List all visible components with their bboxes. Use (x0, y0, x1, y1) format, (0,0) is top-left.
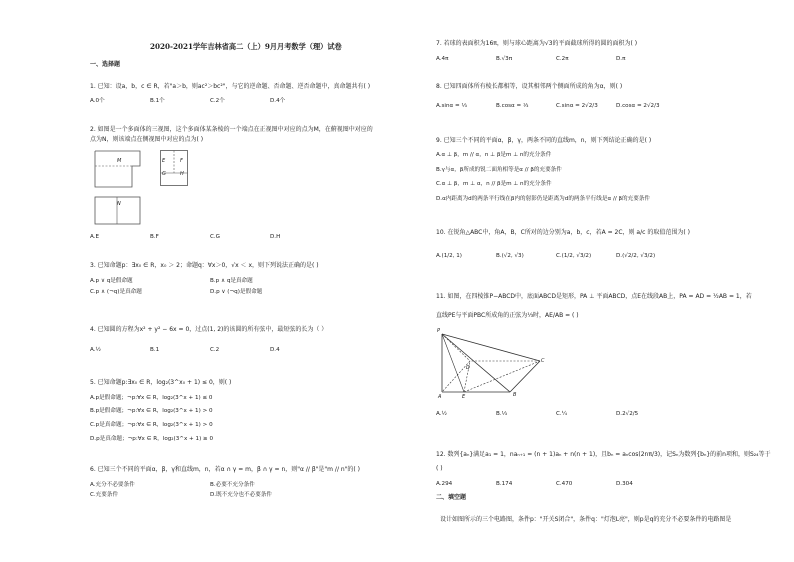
q2-stem-line2: 点为N，则该端点在侧视图中对应的点为( ) (90, 136, 204, 143)
q7-option-c[interactable]: C.2π (556, 56, 569, 62)
q11-option-c[interactable]: C.¼ (556, 411, 568, 417)
q1-option-a[interactable]: A.0个 (90, 98, 105, 104)
section-fill-in: 二、填空题 (436, 494, 467, 501)
q10-option-d[interactable]: D.(√2/2, √3/2) (616, 253, 656, 259)
q12-option-a[interactable]: A.294 (436, 481, 453, 487)
q6-option-c[interactable]: C.充要条件 (90, 492, 119, 498)
q9-option-c[interactable]: C.α ⊥ β，m ⊥ α，n // β是m ⊥ n的充分条件 (436, 181, 552, 187)
q11-pyramid-figure (440, 330, 550, 398)
q12-option-b[interactable]: B.174 (496, 481, 513, 487)
q2-option-a[interactable]: A.E (90, 234, 100, 240)
q6-option-d[interactable]: D.既不充分也不必要条件 (210, 492, 273, 498)
q11-stem-line2: 直线PE与平面PBC所成角的正弦为⅓时，AE/AB = ( ) (436, 312, 579, 319)
q11-option-d[interactable]: D.2√2/5 (616, 411, 639, 417)
q9-option-b[interactable]: B.γ与α，β所成的锐二面角相等是α // β的充要条件 (436, 167, 562, 173)
q1-option-d[interactable]: D.4个 (270, 98, 286, 104)
q11-pyramid-svg (440, 330, 550, 398)
q11-label-d: D (466, 365, 470, 371)
q10-option-c[interactable]: C.(1/2, √3/2) (556, 253, 592, 259)
q6-stem: 6. 已知三个不同的平面α，β，γ和直线m，n，若α ∩ γ = m，β ∩ γ = n，则"α // β"是"m // n"的( ) (90, 466, 361, 473)
q10-stem: 10. 在锐角△ABC中，角A，B，C所对的边分别为a，b，c，若A = 2C，则 a/c 的取值范围为( ) (436, 229, 690, 236)
q9-option-a[interactable]: A.α ⊥ β，m // α，n ⊥ β是m ⊥ n的充分条件 (436, 152, 552, 158)
q5-stem: 5. 已知命题p:∃x₀ ∈ R，log₂(3^x₀ + 1) ≤ 0，则( ) (90, 379, 232, 386)
q8-option-a[interactable]: A.sinα = ⅓ (436, 103, 467, 109)
q12-paren: ( ) (436, 465, 443, 472)
edge-pe (442, 334, 464, 392)
q3-option-a[interactable]: A.p ∨ q是假命题 (90, 278, 133, 284)
q8-option-c[interactable]: C.sinα = 2√2/3 (556, 103, 598, 109)
q11-stem-line1: 11. 如图，在四棱锥P−ABCD中，底面ABCD是矩形，PA ⊥ 平面ABCD，点E在线段AB上，PA = AD = ½AB = 1，若 (436, 293, 752, 300)
q4-option-b[interactable]: B.1 (150, 347, 160, 353)
q5-option-d[interactable]: D.p是真命题；¬p:∀x ∈ R，log₂(3^x + 1) ≥ 0 (90, 436, 214, 442)
edge-pc (442, 334, 540, 361)
q12-option-d[interactable]: D.304 (616, 481, 633, 487)
q3-stem: 3. 已知命题p：∃x₀ ∈ R，x₀ ＞ 2；命题q：∀x＞0，√x ＜ x，则下列说法正确的是( ) (90, 262, 319, 269)
q8-stem: 8. 已知四面体所有棱长都相等，设其相邻两个侧面所成的角为α，则( ) (436, 83, 623, 90)
q11-label-p: P (437, 328, 441, 334)
q2-option-c[interactable]: C.G (210, 234, 221, 240)
q6-option-a[interactable]: A.充分不必要条件 (90, 482, 135, 488)
q7-stem: 7. 若球的表面积为16π，则与球心距离为√3的平面截球所得的圆的面积为( ) (436, 40, 638, 47)
q11-label-a: A (438, 394, 442, 400)
q11-label-e: E (462, 394, 466, 400)
q9-option-d[interactable]: D.α内距离为d的两条平行线在β内的射影仍是距离为d的两条平行线是α // β的充要条件 (436, 196, 651, 202)
q8-option-d[interactable]: D.cosα = 2√2/3 (616, 103, 660, 109)
q2-label-e: E (162, 158, 166, 164)
q3-option-b[interactable]: B.p ∧ q是真命题 (210, 278, 253, 284)
q2-label-m: M (117, 158, 122, 164)
q10-option-b[interactable]: B.(√2, √3) (496, 253, 524, 259)
q10-option-a[interactable]: A.(1/2, 1) (436, 253, 462, 259)
fill1-stem: 设计如图所示的三个电路图，条件p："开关S闭合"，条件q："灯泡L亮"，则p是q的充分不必要条件的电路图是 (440, 516, 732, 523)
q11-option-b[interactable]: B.⅓ (496, 411, 508, 417)
q7-option-a[interactable]: A.4π (436, 56, 449, 62)
q11-label-b: B (513, 392, 517, 398)
q3-option-d[interactable]: D.p ∨ (¬q)是假命题 (210, 289, 263, 295)
q3-option-c[interactable]: C.p ∧ (¬q)是真命题 (90, 289, 142, 295)
section-multiple-choice: 一、选择题 (90, 61, 121, 68)
q7-option-b[interactable]: B.√3π (496, 56, 513, 62)
q12-option-c[interactable]: C.470 (556, 481, 573, 487)
q12-stem: 12. 数列{aₙ}满足a₁ = 1，naₙ₊₁ = (n + 1)aₙ + n(n + 1)，且bₙ = aₙcos(2nπ/3)，记Sₙ为数列{bₙ}的前n项和，则S₂₄等于 (436, 451, 771, 458)
q2-label-h: H (180, 171, 184, 177)
edge-pb (442, 334, 510, 392)
q2-option-b[interactable]: B.F (150, 234, 159, 240)
q4-option-d[interactable]: D.4 (270, 347, 280, 353)
q2-label-f: F (180, 158, 183, 164)
q6-option-b[interactable]: B.必要不充分条件 (210, 482, 255, 488)
q1-stem: 1. 已知：设a，b，c ∈ R，若"a＞b，则ac²＞bc²"，与它的逆命题、否命题、逆否命题中，真命题共有( ) (90, 83, 371, 90)
q4-option-c[interactable]: C.2 (210, 347, 220, 353)
q2-stem-line1: 2. 如图是一个多面体的三视图，这个多面体某条棱的一个端点在正视图中对应的点为M，在俯视图中对应的 (90, 126, 373, 133)
q5-option-a[interactable]: A.p是假命题；¬p:∀x ∈ R，log₂(3^x + 1) ≤ 0 (90, 395, 213, 401)
q1-option-b[interactable]: B.1个 (150, 98, 165, 104)
q1-option-c[interactable]: C.2个 (210, 98, 225, 104)
q2-label-n: N (117, 201, 121, 207)
q11-label-c: C (541, 358, 545, 364)
q9-stem: 9. 已知三个不同的平面α，β，γ，两条不同的直线m，n，则下列结论正确的是( ) (436, 137, 652, 144)
q8-option-b[interactable]: B.cosα = ⅓ (496, 103, 529, 109)
q7-option-d[interactable]: D.π (616, 56, 626, 62)
edge-ec (464, 361, 540, 392)
q2-label-g: G (162, 171, 166, 177)
q4-option-a[interactable]: A.½ (90, 347, 101, 353)
edge-bc (510, 361, 540, 392)
q2-option-d[interactable]: D.H (270, 234, 281, 240)
q5-option-c[interactable]: C.p是真命题；¬p:∀x ∈ R，log₂(3^x + 1) > 0 (90, 422, 213, 428)
q11-option-a[interactable]: A.½ (436, 411, 447, 417)
q5-option-b[interactable]: B.p是假命题；¬p:∀x ∈ R，log₂(3^x + 1) > 0 (90, 408, 213, 414)
exam-title: 2020-2021学年吉林省高二（上）9月月考数学（理）试卷 (150, 42, 342, 51)
q4-stem: 4. 已知圆的方程为x² + y² − 6x = 0，过点(1, 2)的该圆的所有弦中，最短弦的长为（ ） (90, 326, 328, 333)
